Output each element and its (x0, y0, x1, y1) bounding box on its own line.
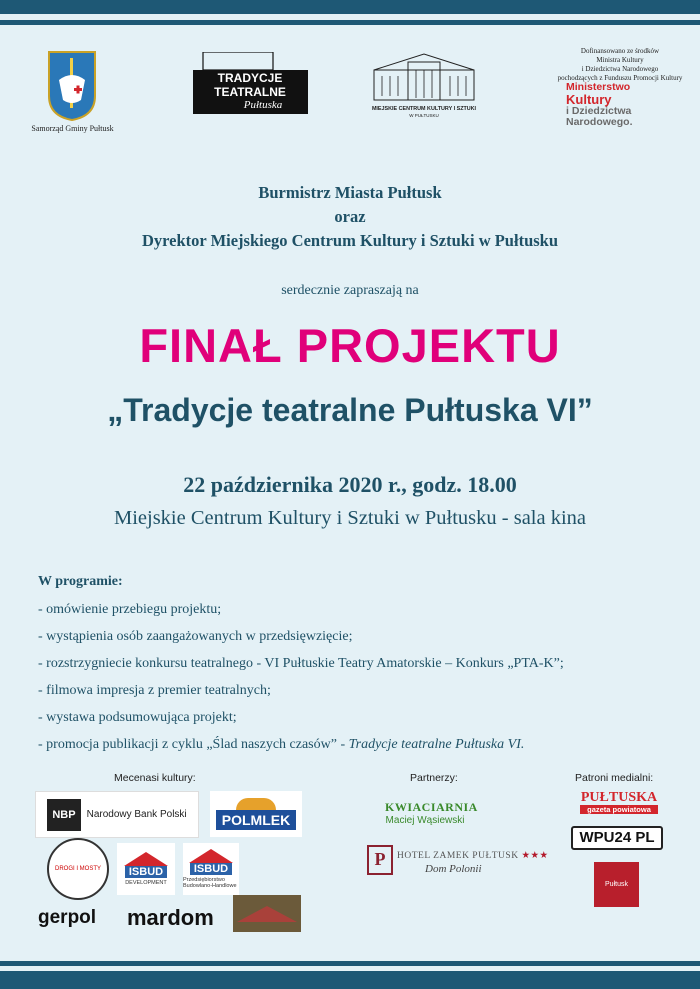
invitation-text: serdecznie zapraszają na (281, 283, 419, 298)
isbud-development-logo (117, 843, 175, 895)
hotel-logo (397, 850, 549, 861)
isbud-sub: Przedsiębiorstwo Budowlano-Handlowe (183, 877, 237, 889)
top-stripe-thin (0, 20, 700, 25)
polmlek-name: POLMLEK (216, 810, 296, 830)
wpu24-logo: WPU24 PL (571, 826, 663, 850)
hotel-name: HOTEL ZAMEK PUŁTUSK (397, 851, 519, 861)
paper-title: PUŁTUSKA (580, 790, 658, 805)
house-roof-icon (237, 906, 297, 922)
florist-logo: KWIACIARNIA (385, 800, 478, 814)
ministry-logo (566, 82, 651, 128)
program-item-last (38, 734, 678, 761)
program-item: - filmowa impresja z premier teatralnych; (38, 683, 271, 698)
florist-owner: Maciej Wąsiewski (385, 815, 465, 826)
house-photo (233, 895, 301, 932)
isbud-name: ISBUD (190, 863, 232, 875)
mck-logo-text: MIEJSKIE CENTRUM KULTURY I SZTUKI (371, 106, 477, 112)
host-mayor: Burmistrz Miasta Pułtusk (258, 183, 442, 202)
patrons-label: Mecenasi kultury: (114, 772, 196, 784)
sun-icon (236, 798, 276, 810)
publication-title: Tradycje teatralne Pułtuska VI. (348, 737, 525, 752)
funding-note (540, 47, 700, 83)
event-date: 22 października 2020 r., godz. 18.00 (183, 472, 517, 497)
event-venue: Miejskie Centrum Kultury i Sztuki w Pułtusku - sala kina (113, 507, 587, 529)
ministry-line: Narodowego. (566, 116, 633, 128)
bottom-stripe-thick (0, 971, 700, 989)
roof-icon (189, 849, 233, 863)
pultusk-newspaper-logo (580, 791, 658, 816)
theatre-logo-line3: Pułtuska (243, 99, 283, 111)
roads-text: DROGI I MOSTY (54, 866, 101, 872)
hotel-stars: ★★★ (521, 851, 549, 861)
theatre-traditions-logo (193, 52, 308, 114)
municipality-label: Samorząd Gminy Pułtusk (31, 124, 114, 133)
isbud-name: ISBUD (125, 866, 167, 878)
funding-line: Ministra Kultury (596, 56, 644, 64)
theatre-logo-line1: TRADYCJE (217, 71, 283, 85)
isbud-sub: DEVELOPMENT (125, 880, 167, 886)
paper-sub: gazeta powiatowa (580, 805, 658, 814)
event-title: FINAŁ PROJEKTU (139, 319, 561, 372)
nbp-logo (35, 791, 199, 838)
ministry-line: Kultury (566, 92, 612, 107)
mck-logo-sub: W PUŁTUSKU (409, 113, 439, 118)
program-item: - wystąpienia osób zaangażowanych w przedsięwzięcie; (38, 629, 353, 644)
event-subtitle: „Tradycje teatralne Pułtuska VI” (107, 392, 593, 428)
hotel-emblem-icon: P (367, 845, 393, 875)
theatre-logo-line2: TEATRALNE (214, 85, 286, 99)
pultusk-crest-icon (47, 50, 97, 122)
gerpol-logo: gerpol (38, 907, 97, 928)
isbud-construction-logo (183, 843, 239, 895)
ministry-line: i Dziedzictwa (566, 105, 632, 117)
nbp-name: Narodowy Bank Polski (86, 809, 187, 820)
roads-bridges-logo (47, 838, 109, 900)
program-item: - wystawa podsumowująca projekt; (38, 710, 237, 725)
ministry-line: Ministerstwo (566, 81, 631, 93)
pultusk-tv-logo: Pułtusk (594, 862, 639, 907)
program-section (38, 574, 678, 761)
funding-line: Dofinansowano ze środków (580, 47, 660, 55)
program-heading: W programie: (38, 574, 123, 589)
funding-line: pochodzących z Funduszu Promocji Kultury (557, 74, 683, 82)
mardom-logo: mardom (127, 905, 214, 930)
host-conjunction: oraz (334, 207, 366, 226)
media-patrons-label: Patroni medialni: (575, 772, 654, 784)
program-item: - rozstrzygniecie konkursu teatralnego - VI Pułtuskie Teatry Amatorskie – Konkurs „PTA-K”; (38, 656, 564, 671)
nbp-tag: NBP (47, 799, 80, 831)
program-item-text: - promocja publikacji z cyklu „Ślad naszych czasów” - (38, 737, 349, 752)
program-item: - omówienie przebiegu projektu; (38, 602, 222, 617)
bottom-stripe-thin (0, 961, 700, 966)
top-stripe-thick (0, 0, 700, 14)
mck-building-logo (368, 48, 480, 120)
hotel-sub: Dom Polonii (425, 863, 482, 875)
funding-line: i Dziedzictwa Narodowego (581, 65, 659, 73)
partners-label: Partnerzy: (410, 772, 458, 784)
host-director: Dyrektor Miejskiego Centrum Kultury i Sztuki w Pułtusku (141, 231, 559, 250)
polmlek-logo (210, 791, 302, 837)
roof-icon (124, 852, 168, 866)
